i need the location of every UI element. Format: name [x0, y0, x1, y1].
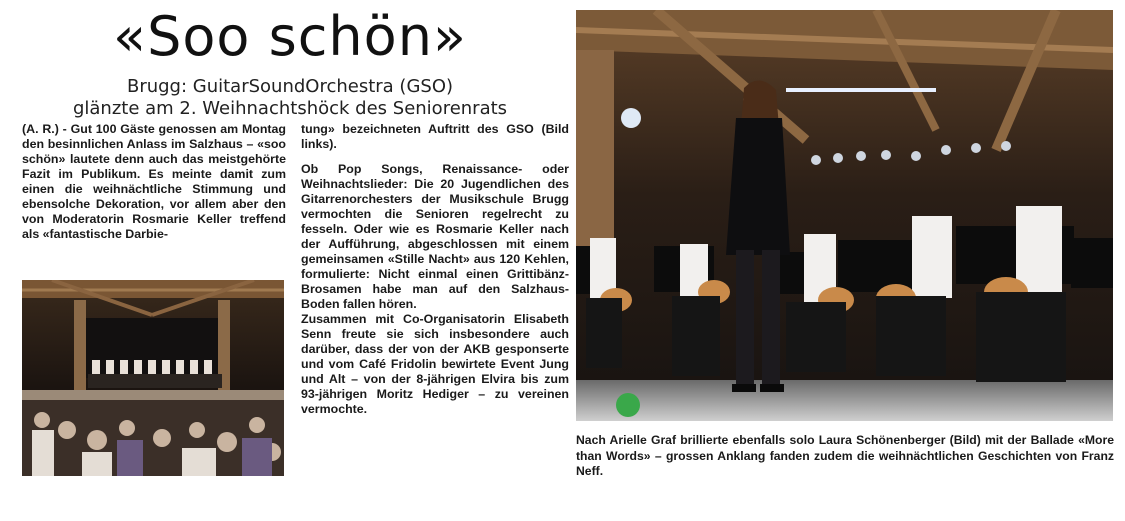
subheadline-line-2: glänzte am 2. Weihnachtshöck des Seniorenrats	[72, 98, 508, 119]
article-column-2	[301, 122, 569, 427]
article-paragraph: tung» bezeichneten Auftritt des GSO (Bild links).	[301, 122, 569, 151]
article-paragraph: Ob Pop Songs, Renaissance- oder Weihnachtslieder: Die 20 Jugendlichen des Gitarrenorchesters der Musikschule Brugg vermochten die Senioren regelrecht zu fesseln. Oder wie es Rosmarie Keller nach der Aufführung, abgeschlossen mit einem gemeinsamen «Stille Nacht» aus 120 Kehlen, formulierte: Nicht einmal einen Grittibänz-Brosamen habe man auf den Salzhaus-Boden fallen hören.	[301, 162, 569, 311]
article-column-1: (A. R.) - Gut 100 Gäste genossen am Montag den besinnlichen Anlass im Salzhaus – «soo schön» lautete denn auch das meistgehörte Fazit im Publikum. Es meinte damit zum einen die weihnächtliche Stimmung und ebensolche Dekoration, vor allem aber den von Moderatorin Rosmarie Keller treffend als «fantastische Darbie-	[22, 122, 286, 241]
photo-caption: Nach Arielle Graf brillierte ebenfalls solo Laura Schönenberger (Bild) mit der Ballade «More than Words» – grossen Anklang fanden zudem die weihnächtlichen Geschichten von Franz Neff.	[576, 433, 1114, 478]
article-subheadline	[20, 76, 560, 120]
photo-orchestra-hall	[22, 280, 284, 476]
subheadline-line-1: Brugg: GuitarSoundOrchestra (GSO)	[126, 76, 454, 97]
photo-solo-singer	[576, 10, 1113, 421]
article-paragraph: Zusammen mit Co-Organisatorin Elisabeth Senn freute sie sich insbesondere auch darüber, dass der von der AKB gesponserte und vom Café Fridolin bewirtete Event Jung und Alt – von der 8-jährigen Elvira bis zum 93-jährigen Moritz Hediger – zu vereinen vermochte.	[301, 312, 569, 416]
article-headline: «Soo schön»	[113, 5, 467, 68]
